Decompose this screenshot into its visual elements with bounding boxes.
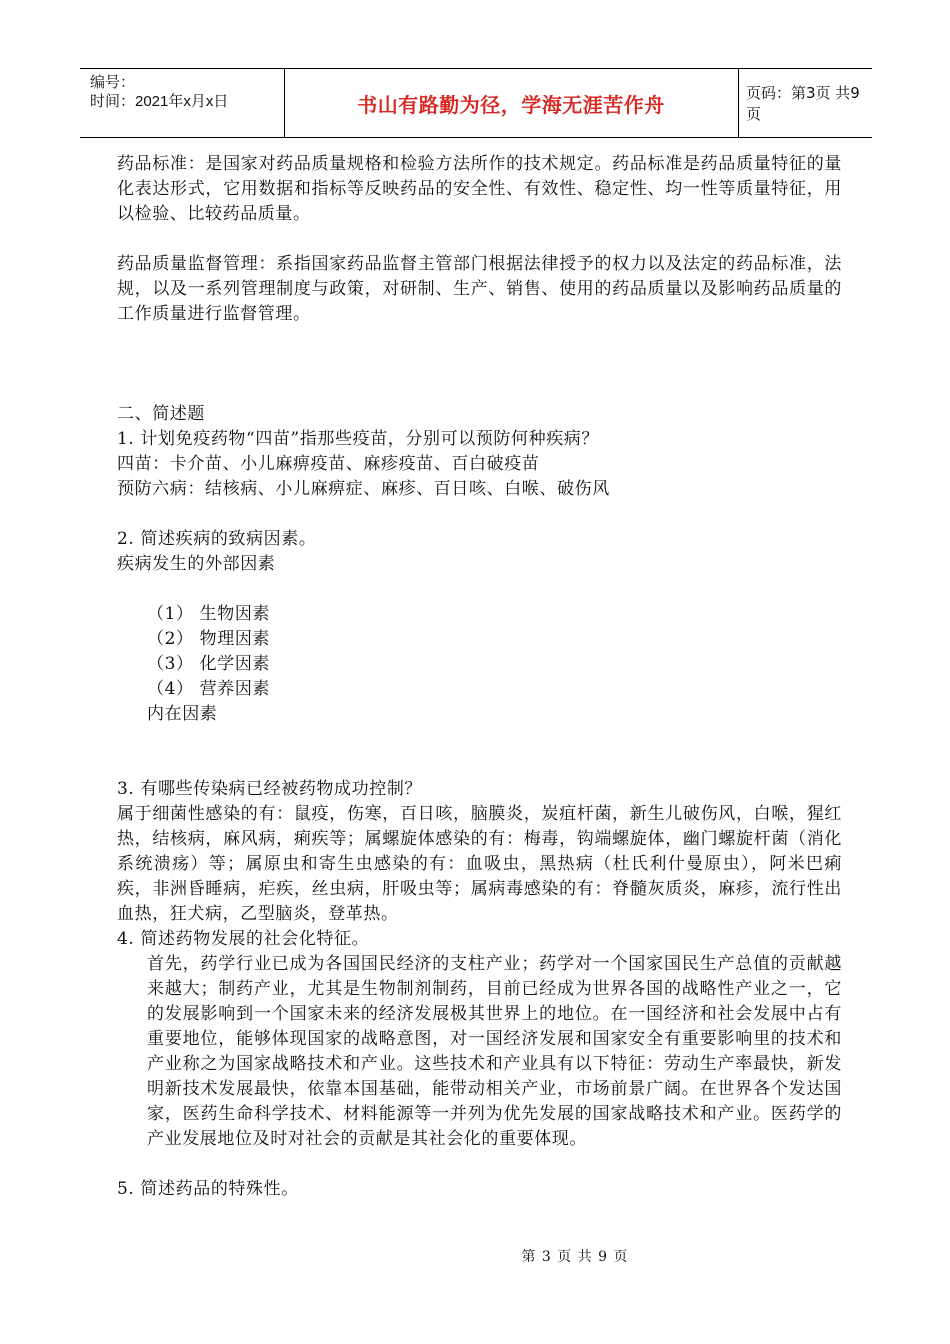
- answer-3: 属于细菌性感染的有：鼠疫，伤寒，百日咳，脑膜炎，炭疽杆菌，新生儿破伤风，白喉，猩红热，结核病，麻风病，痢疾等；属螺旋体感染的有：梅毒，钩端螺旋体，幽门螺旋杆菌（消化系统溃疡）等；属原虫和寄生虫感染的有：血吸虫，黑热病（杜氏利什曼原虫），阿米巴痢疾，非洲昏睡病，疟疾，丝虫病，肝吸虫等；属病毒感染的有：脊髓灰质炎，麻疹，流行性出血热，狂犬病，乙型脑炎，登革热。: [117, 804, 842, 924]
- header-page-cell: [738, 69, 872, 137]
- factor-item: （4） 营养因素: [147, 679, 271, 699]
- factor-item: （3） 化学因素: [147, 654, 271, 674]
- answer-1-vaccines: 四苗：卡介苗、小儿麻痹疫苗、麻疹疫苗、百白破疫苗: [117, 454, 540, 474]
- page-footer: [0, 1246, 950, 1266]
- header-meta: [80, 69, 285, 137]
- header-page: 页码：第3页 共9页: [746, 84, 860, 123]
- question-2: 2. 简述疾病的致病因素。: [117, 529, 317, 549]
- answer-1-diseases: 预防六病：结核病、小儿麻痹症、麻疹、百日咳、白喉、破伤风: [117, 479, 610, 499]
- answer-2-external: 疾病发生的外部因素: [117, 554, 276, 574]
- factor-item: （1） 生物因素: [147, 604, 271, 624]
- question-1: 1. 计划免疫药物“四苗”指那些疫苗，分别可以预防何种疾病？: [117, 429, 600, 449]
- paragraph-quality-supervision: 药品质量监督管理：系指国家药品监督主管部门根据法律授予的权力以及法定的药品标准，法规，以及一系列管理制度与政策，对研制、生产、销售、使用的药品质量以及影响药品质量的工作质量进行监督管理。: [117, 254, 842, 324]
- header-motto: 书山有路勤为径，学海无涯苦作舟: [357, 92, 665, 117]
- header-number: 编号：: [90, 74, 136, 91]
- section-title: 二、简述题: [117, 404, 205, 424]
- header-time: 时间：2021年x月x日: [90, 93, 229, 110]
- factor-item: （2） 物理因素: [147, 629, 271, 649]
- header-motto-cell: [284, 69, 739, 137]
- question-5: 5. 简述药品的特殊性。: [117, 1179, 299, 1199]
- footer-page-number: 第 3 页 共 9 页: [521, 1249, 629, 1265]
- question-3: 3. 有哪些传染病已经被药物成功控制？: [117, 779, 423, 799]
- page-header: [80, 68, 872, 138]
- paragraph-drug-standard: 药品标准：是国家对药品质量规格和检验方法所作的技术规定。药品标准是药品质量特征的量化表达形式，它用数据和指标等反映药品的安全性、有效性、稳定性、均一性等质量特征，用以检验、比较药品质量。: [117, 154, 842, 224]
- answer-4: 首先，药学行业已成为各国国民经济的支柱产业；药学对一个国家国民生产总值的贡献越来越大；制药产业，尤其是生物制剂制药，目前已经成为世界各国的战略性产业之一，它的发展影响到一个国家未来的经济发展极其世界上的地位。在一国经济和社会发展中占有重要地位，能够体现国家的战略意图，对一国经济发展和国家安全有重要影响里的技术和产业称之为国家战略技术和产业。这些技术和产业具有以下特征：劳动生产率最快，新发明新技术发展最快，依靠本国基础，能带动相关产业，市场前景广阔。在世界各个发达国家，医药生命科学技术、材料能源等一并列为优先发展的国家战略技术和产业。医药学的产业发展地位及时对社会的贡献是其社会化的重要体现。: [147, 954, 842, 1149]
- internal-factor: 内在因素: [147, 704, 218, 724]
- document-body: [117, 152, 842, 1202]
- question-4: 4. 简述药物发展的社会化特征。: [117, 929, 370, 949]
